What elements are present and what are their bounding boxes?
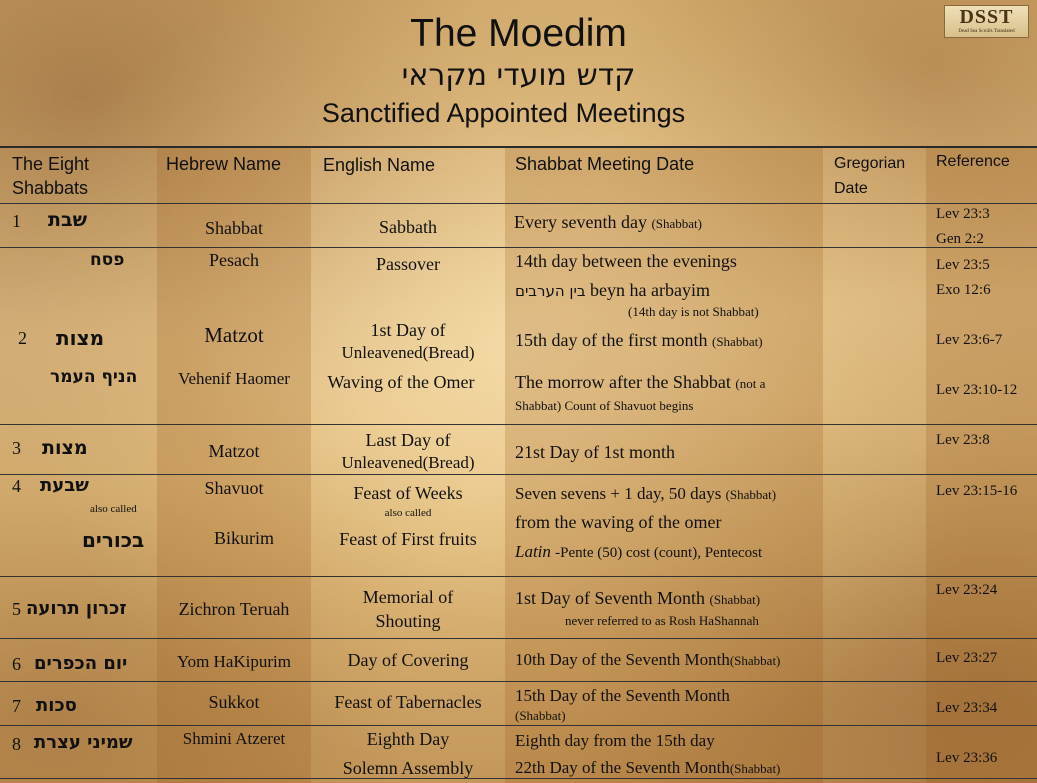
english-name: Unleavened(Bread) <box>341 453 475 472</box>
meeting-date: 21st Day of 1st month <box>515 442 675 462</box>
hebrew-name: Sukkot <box>208 692 260 712</box>
table-top-rule <box>0 146 1037 148</box>
english-name: Day of Covering <box>347 650 469 670</box>
row-number: 4 <box>12 476 21 496</box>
hebrew-name: Bikurim <box>213 528 274 548</box>
header-english-name: English Name <box>323 155 436 175</box>
meeting-date: Eighth day from the 15th day <box>515 731 715 750</box>
table-rule <box>0 638 1037 639</box>
page-title-hebrew: קדש מועדי מקראי <box>401 58 636 93</box>
reference: Lev 23:10-12 <box>936 382 1018 398</box>
hebrew-name: Zichron Teruah <box>178 599 290 619</box>
english-name: Last Day of <box>365 430 451 450</box>
english-name: Passover <box>376 254 440 274</box>
column-shade-hebrew-name <box>157 147 311 783</box>
reference: Lev 23:5 <box>936 257 990 273</box>
english-name: Eighth Day <box>366 729 450 749</box>
table-rule <box>0 203 1037 204</box>
row-hebrew-label: פסח <box>90 250 125 270</box>
latin-label: Latin <box>515 542 551 561</box>
meeting-date-note: (Shabbat) <box>729 761 781 776</box>
meeting-date: 15th Day of the Seventh Month <box>515 686 730 705</box>
hebrew-name: Shabbat <box>205 218 263 238</box>
meeting-date <box>514 210 702 236</box>
row-number: 6 <box>12 654 21 674</box>
hebrew-name: Pesach <box>209 250 259 270</box>
meeting-date <box>515 328 763 354</box>
english-name: Memorial of <box>362 587 454 607</box>
english-name: Feast of First fruits <box>339 529 477 549</box>
row-hebrew-label: סכות <box>36 695 77 716</box>
meeting-date-text: 1st Day of Seventh Month <box>515 588 705 608</box>
meeting-date <box>515 757 780 780</box>
header-reference: Reference <box>936 153 1010 170</box>
reference: Lev 23:8 <box>936 432 990 448</box>
meeting-date-text: -Pente (50) cost (count), Pentecost <box>555 545 763 561</box>
meeting-date-hebrew: בין הערבים <box>515 282 586 300</box>
reference: Lev 23:34 <box>936 700 998 716</box>
english-name: 1st Day of <box>370 320 446 340</box>
header-gregorian-line2: Date <box>834 180 868 197</box>
header-hebrew-name: Hebrew Name <box>166 154 282 174</box>
reference: Lev 23:15-16 <box>936 483 1018 499</box>
meeting-date-text: 15th day of the first month <box>515 330 708 350</box>
meeting-date <box>515 540 762 565</box>
english-name: Waving of the Omer <box>327 372 475 392</box>
page-title: The Moedim <box>410 12 627 55</box>
row-number: 8 <box>12 734 21 754</box>
hebrew-name: Vehenif Haomer <box>178 369 290 388</box>
meeting-date: from the waving of the omer <box>515 512 722 532</box>
reference: Lev 23:24 <box>936 582 998 598</box>
table-rule <box>0 681 1037 682</box>
meeting-date-note: (not a <box>735 376 766 391</box>
hebrew-name: Shavuot <box>204 478 264 498</box>
logo-subtext: Dead Sea Scrolls Translated <box>958 29 1015 34</box>
meeting-date <box>515 278 710 303</box>
reference: Lev 23:36 <box>936 750 998 766</box>
meeting-date <box>515 586 760 612</box>
dsst-logo <box>944 5 1029 38</box>
row-hebrew-label: מצות <box>42 437 88 459</box>
row-hebrew-label: שבת <box>48 209 87 231</box>
meeting-date <box>515 483 776 506</box>
meeting-date <box>515 649 780 672</box>
meeting-date-note: (Shabbat) <box>729 653 781 668</box>
table-rule <box>0 576 1037 577</box>
meeting-date-note: (Shabbat) <box>709 592 761 607</box>
table-rule <box>0 725 1037 726</box>
meeting-date-note: (14th day is not Shabbat) <box>628 304 759 319</box>
english-name: Solemn Assembly <box>342 758 474 778</box>
row-hebrew-label: שבעת <box>40 475 89 496</box>
hebrew-name: Matzot <box>208 441 260 461</box>
english-name: Unleavened(Bread) <box>341 343 475 362</box>
table-rule <box>0 247 1037 248</box>
meeting-date-text: Seven sevens + 1 day, 50 days <box>515 484 722 503</box>
hebrew-name: Shmini Atzeret <box>182 729 286 748</box>
meeting-date-text: 10th Day of the Seventh Month <box>515 650 730 669</box>
header-eight-shabbats-line1: The Eight <box>12 154 90 174</box>
reference: Lev 23:6-7 <box>936 332 1003 348</box>
meeting-date-note: (Shabbat) <box>711 334 763 349</box>
english-name: Feast of Weeks <box>353 483 463 503</box>
english-name: Shouting <box>375 611 441 631</box>
reference: Lev 23:3 <box>936 206 990 222</box>
meeting-date-note: (Shabbat) <box>515 708 566 723</box>
row-hebrew-label: בכורים <box>82 528 145 552</box>
header-gregorian-line1: Gregorian <box>834 155 906 172</box>
meeting-date-note: (Shabbat) <box>651 216 702 231</box>
hebrew-name: Matzot <box>204 323 264 347</box>
also-called-label: also called <box>90 503 137 515</box>
row-hebrew-label: מצות <box>56 326 105 350</box>
page-subtitle: Sanctified Appointed Meetings <box>321 98 686 128</box>
english-name: Sabbath <box>379 217 437 237</box>
meeting-date-text: beyn ha arbayim <box>590 280 710 300</box>
row-number: 1 <box>12 211 21 231</box>
meeting-date-note: never referred to as Rosh HaShannah <box>565 613 759 628</box>
table-rule <box>0 424 1037 425</box>
table-rule <box>0 474 1037 475</box>
row-hebrew-label: זכרון תרועה <box>26 598 127 619</box>
row-hebrew-label: הניף העמר <box>50 367 138 387</box>
row-hebrew-label: שמיני עצרת <box>34 732 133 753</box>
header-eight-shabbats-line2: Shabbats <box>12 178 89 198</box>
meeting-date-note: Shabbat) Count of Shavuot begins <box>515 398 694 413</box>
row-number: 3 <box>12 438 21 458</box>
also-called-label: also called <box>384 507 432 519</box>
reference: Gen 2:2 <box>936 231 984 247</box>
english-name: Feast of Tabernacles <box>334 692 482 712</box>
row-number: 5 <box>12 599 21 619</box>
meeting-date-text: The morrow after the Shabbat <box>515 372 731 392</box>
row-number: 2 <box>18 328 27 348</box>
row-number: 7 <box>12 696 21 716</box>
meeting-date-text: 22th Day of the Seventh Month <box>515 758 730 777</box>
meeting-date <box>515 370 765 396</box>
meeting-date-note: (Shabbat) <box>725 487 777 502</box>
meeting-date-text: Every seventh day <box>514 212 647 232</box>
reference: Exo 12:6 <box>936 282 991 298</box>
row-hebrew-label: יום הכפרים <box>34 653 128 674</box>
logo-text: DSST <box>959 6 1014 28</box>
meeting-date: 14th day between the evenings <box>515 251 737 271</box>
hebrew-name: Yom HaKipurim <box>177 652 291 671</box>
header-meeting-date: Shabbat Meeting Date <box>515 154 695 174</box>
reference: Lev 23:27 <box>936 650 998 666</box>
